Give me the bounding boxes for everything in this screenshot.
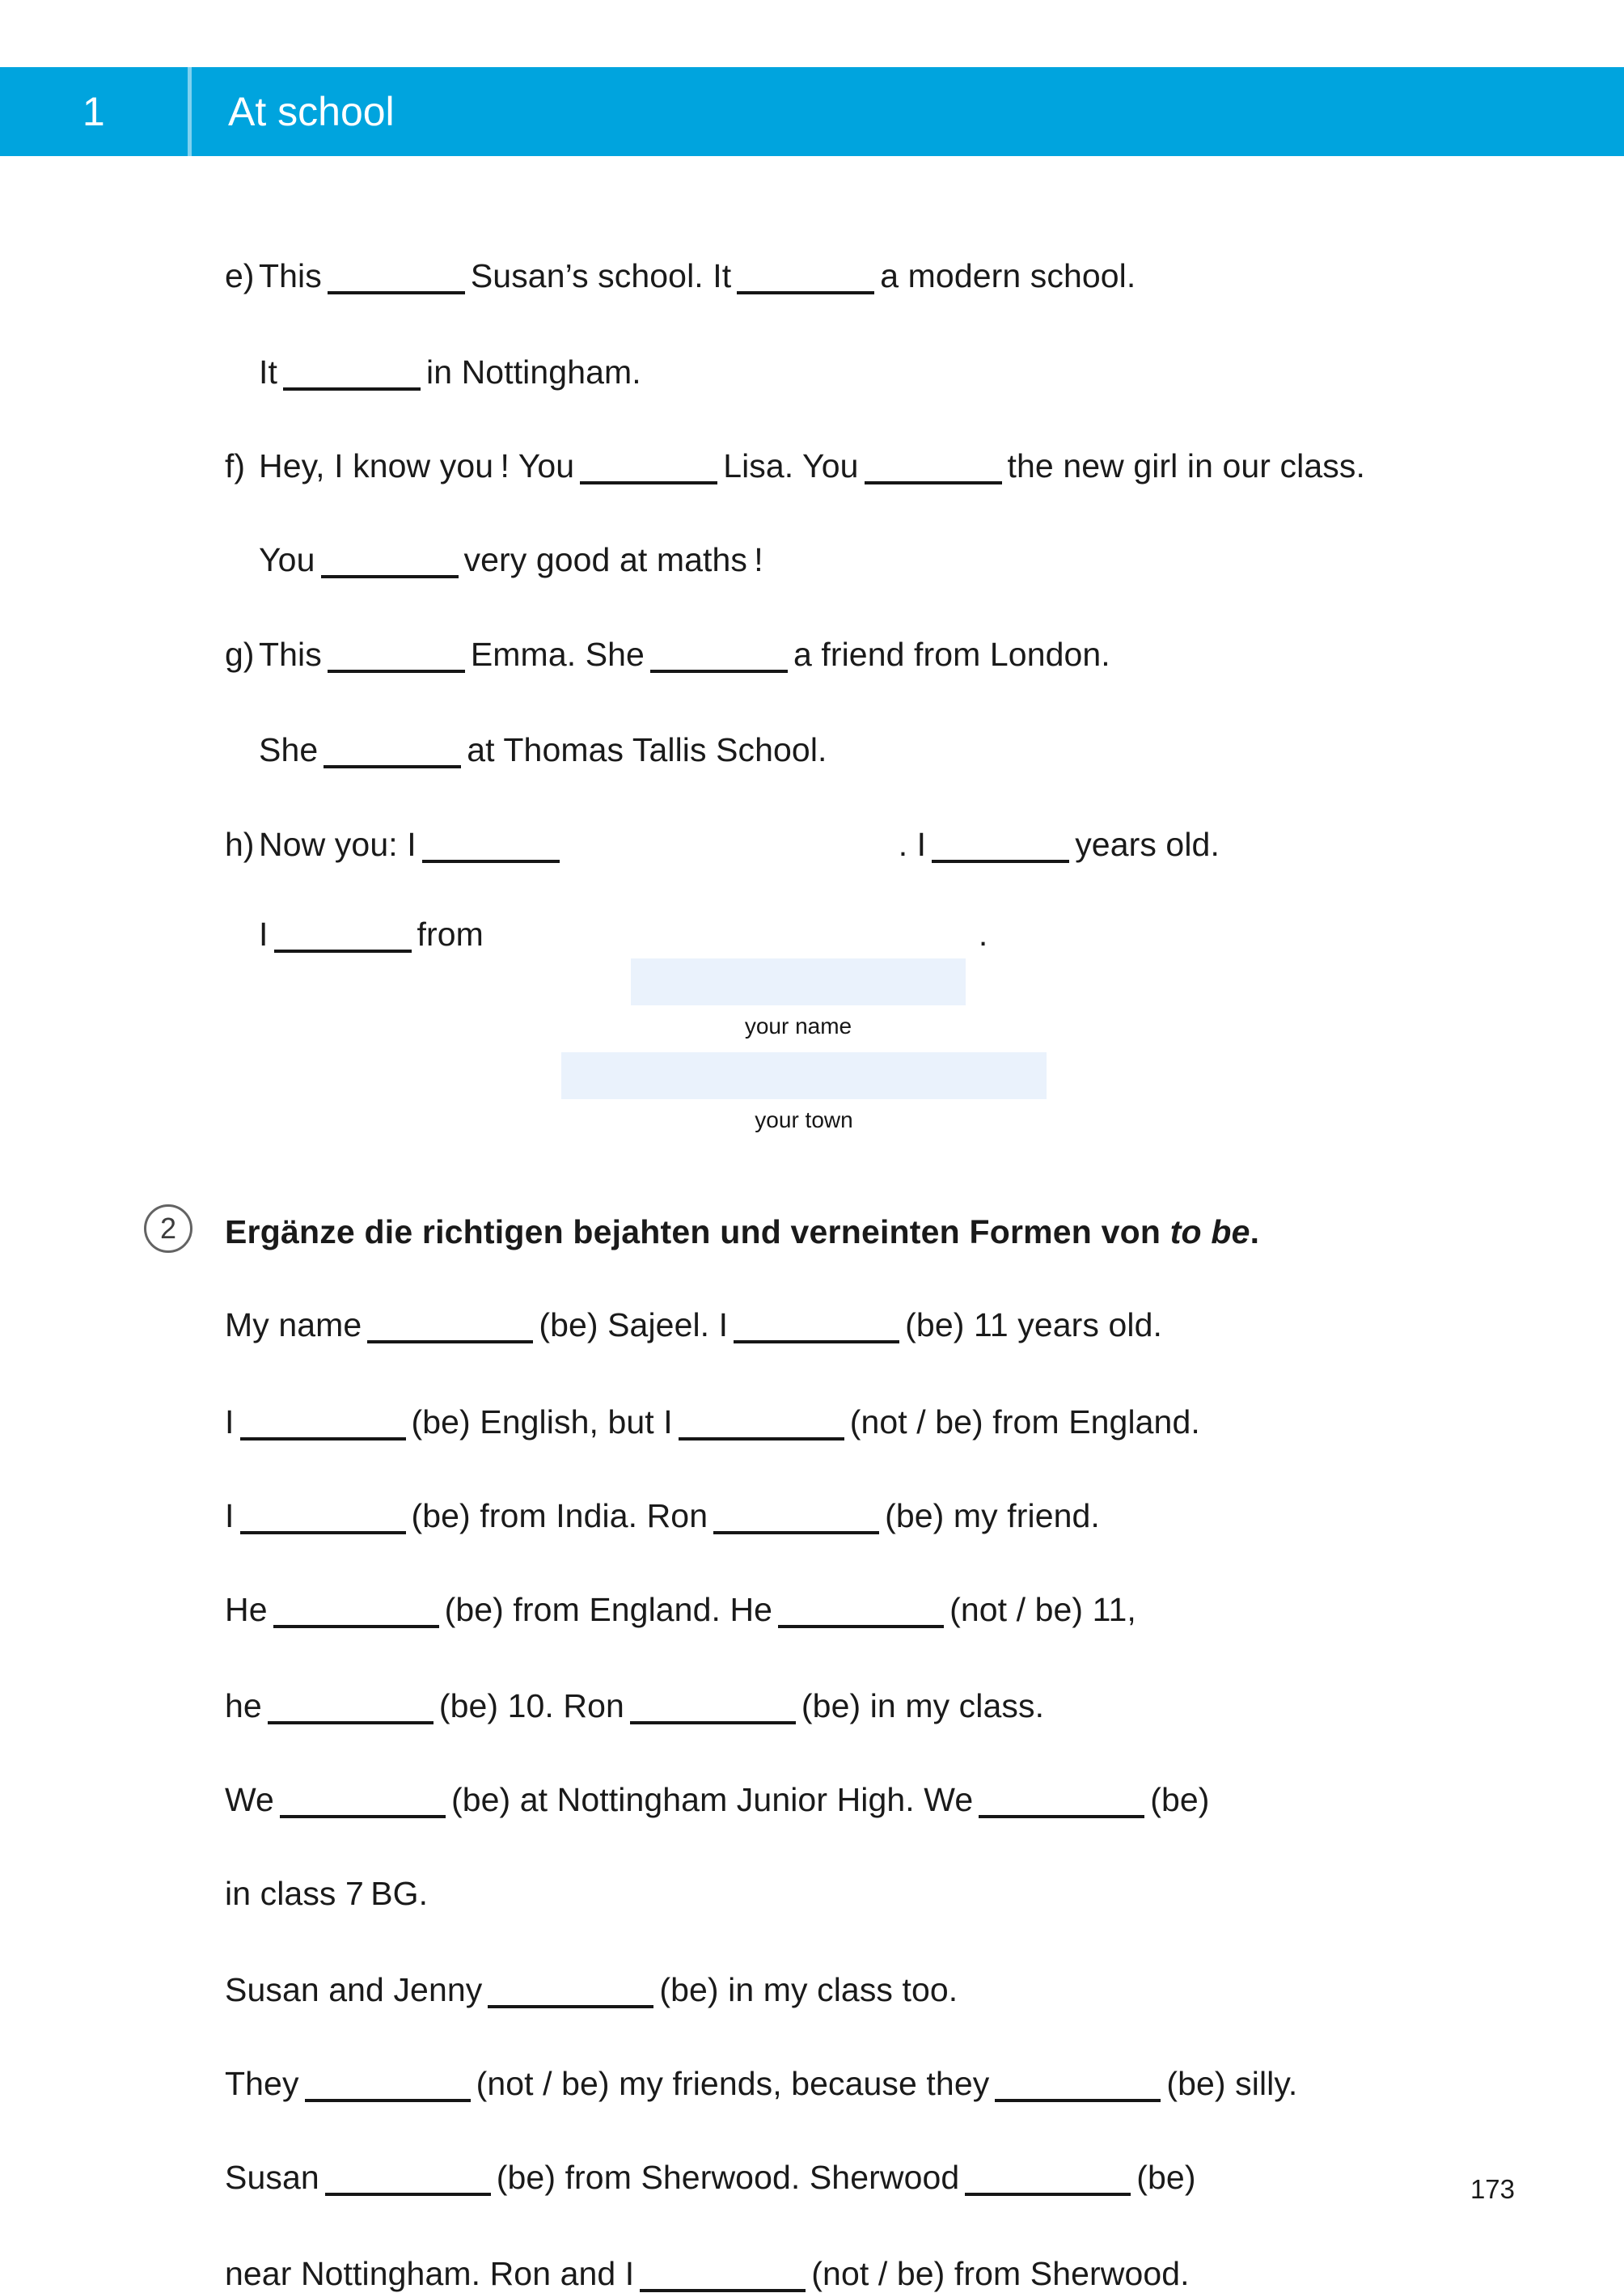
text-segment: (be) Sajeel. I [539, 1306, 729, 1343]
instruction-emphasis: to be [1169, 1213, 1250, 1250]
item-marker-f: f) [225, 447, 246, 484]
answer-blank[interactable] [778, 1625, 944, 1628]
text-segment: he [225, 1687, 262, 1724]
answer-blank[interactable] [240, 1531, 406, 1534]
text-segment: (be) at Nottingham Junior High. We [450, 1781, 974, 1818]
instruction-text-end: . [1250, 1213, 1260, 1250]
text-segment: in class 7 BG. [225, 1875, 429, 1912]
text-segment: from [417, 916, 484, 953]
answer-blank[interactable] [650, 670, 788, 673]
answer-blank[interactable] [865, 481, 1002, 484]
exercise1-line-g1 [259, 638, 1110, 673]
text-segment: very good at maths ! [463, 541, 763, 578]
text-segment: Lisa. You [723, 447, 859, 484]
answer-blank[interactable] [932, 860, 1069, 863]
answer-blank[interactable] [328, 291, 465, 294]
text-segment: . [978, 916, 988, 953]
exercise1-line-g2 [259, 731, 827, 768]
text-segment: This [259, 257, 322, 294]
instruction-text: Ergänze die richtigen bejahten und verneinten Formen von [225, 1213, 1170, 1250]
text-segment: a friend from London. [793, 636, 1110, 673]
exercise2-line-11 [225, 2257, 1190, 2292]
exercise2-line-5 [225, 1687, 1045, 1724]
exercise2-line-1 [225, 1306, 1162, 1343]
text-segment: They [225, 2065, 299, 2102]
text-segment: Susan and Jenny [225, 1971, 483, 2008]
text-segment: (be) from England. He [444, 1591, 773, 1628]
answer-blank[interactable] [422, 860, 560, 863]
exercise2-line-2 [225, 1403, 1200, 1441]
text-segment: Now you: I [259, 826, 417, 863]
answer-blank[interactable] [979, 1815, 1144, 1818]
answer-blank[interactable] [328, 670, 465, 673]
answer-blank[interactable] [268, 1721, 433, 1724]
text-segment: We [225, 1781, 274, 1818]
answer-blank[interactable] [305, 2099, 471, 2102]
text-segment: (be) in my class. [801, 1687, 1045, 1724]
text-segment: Susan [225, 2159, 319, 2196]
text-segment: This [259, 636, 322, 673]
exercise2-line-4 [225, 1593, 1136, 1628]
text-segment: My name [225, 1306, 362, 1343]
answer-blank[interactable] [321, 575, 459, 578]
answer-blank[interactable] [995, 2099, 1161, 2102]
answer-blank[interactable] [324, 765, 461, 768]
chapter-header-band [0, 67, 1624, 156]
answer-blank[interactable] [734, 1340, 899, 1343]
text-segment: I [225, 1497, 235, 1534]
your-town-input-box[interactable] [561, 1052, 1047, 1099]
exercise1-line-h2 [259, 918, 988, 953]
text-segment: (be) [1150, 1781, 1210, 1818]
your-name-caption: your name [744, 1013, 852, 1039]
exercise1-line-f2 [259, 541, 763, 578]
text-segment: I [259, 916, 269, 953]
text-segment: (not / be) from England. [849, 1403, 1200, 1441]
exercise-number-2: 2 [144, 1204, 192, 1253]
text-segment: (not / be) my friends, because they [476, 2065, 990, 2102]
exercise1-line-f1 [259, 447, 1365, 484]
exercise2-line-8 [225, 1971, 958, 2008]
text-segment: I [225, 1403, 235, 1441]
exercise1-line-h1 [259, 828, 1220, 863]
text-segment: You [259, 541, 315, 578]
exercise2-line-7 [225, 1877, 428, 1910]
item-marker-e: e) [225, 257, 255, 294]
exercise2-instruction [225, 1213, 1260, 1250]
text-segment: the new girl in our class. [1007, 447, 1365, 484]
answer-blank[interactable] [965, 2193, 1131, 2196]
page-title: At school [228, 89, 395, 134]
item-marker-g: g) [225, 636, 255, 673]
text-segment: years old. [1075, 826, 1220, 863]
item-marker-h: h) [225, 826, 255, 863]
text-segment: (be) my friend. [885, 1497, 1100, 1534]
exercise2-line-9 [225, 2067, 1297, 2102]
text-segment: a modern school. [880, 257, 1136, 294]
text-segment: (be) from India. Ron [411, 1497, 708, 1534]
text-segment: (be) English, but I [411, 1403, 673, 1441]
text-segment: . I [898, 826, 927, 863]
text-segment: (not / be) from Sherwood. [811, 2255, 1190, 2292]
exercise2-line-3 [225, 1497, 1100, 1534]
answer-blank[interactable] [630, 1721, 796, 1724]
answer-blank[interactable] [367, 1340, 533, 1343]
your-town-caption: your town [755, 1107, 853, 1132]
text-segment: She [259, 731, 319, 768]
text-segment: (be) from Sherwood. Sherwood [496, 2159, 960, 2196]
answer-blank[interactable] [240, 1437, 406, 1441]
answer-blank[interactable] [280, 1815, 446, 1818]
answer-blank[interactable] [283, 387, 421, 391]
text-segment: (be) [1136, 2159, 1196, 2196]
text-segment: Susan’s school. It [470, 257, 732, 294]
exercise2-line-6 [225, 1783, 1210, 1818]
your-name-input-box[interactable] [631, 958, 966, 1005]
text-segment: (be) in my class too. [659, 1971, 958, 2008]
text-segment: Emma. She [470, 636, 645, 673]
page-number: 173 [1470, 2174, 1515, 2204]
answer-blank[interactable] [273, 1625, 439, 1628]
exercise1-line-e1 [259, 257, 1136, 294]
text-segment: (be) 11 years old. [905, 1306, 1162, 1343]
answer-blank[interactable] [737, 291, 874, 294]
answer-blank[interactable] [640, 2289, 806, 2292]
text-segment: It [259, 353, 277, 391]
text-segment: He [225, 1591, 268, 1628]
answer-blank[interactable] [580, 481, 717, 484]
answer-blank[interactable] [325, 2193, 491, 2196]
text-segment: near Nottingham. Ron and I [225, 2255, 635, 2292]
text-segment: Hey, I know you ! You [259, 447, 575, 484]
answer-blank[interactable] [488, 2005, 653, 2008]
answer-blank[interactable] [713, 1531, 879, 1534]
chapter-number: 1 [82, 89, 106, 134]
text-segment: at Thomas Tallis School. [467, 731, 827, 768]
text-segment: in Nottingham. [425, 353, 641, 391]
answer-blank[interactable] [274, 950, 412, 953]
text-segment: (be) 10. Ron [438, 1687, 624, 1724]
answer-blank[interactable] [679, 1437, 844, 1441]
text-segment: (be) silly. [1166, 2065, 1298, 2102]
exercise2-line-10 [225, 2161, 1196, 2196]
exercise1-line-e2 [259, 353, 641, 391]
text-segment: (not / be) 11, [949, 1591, 1136, 1628]
